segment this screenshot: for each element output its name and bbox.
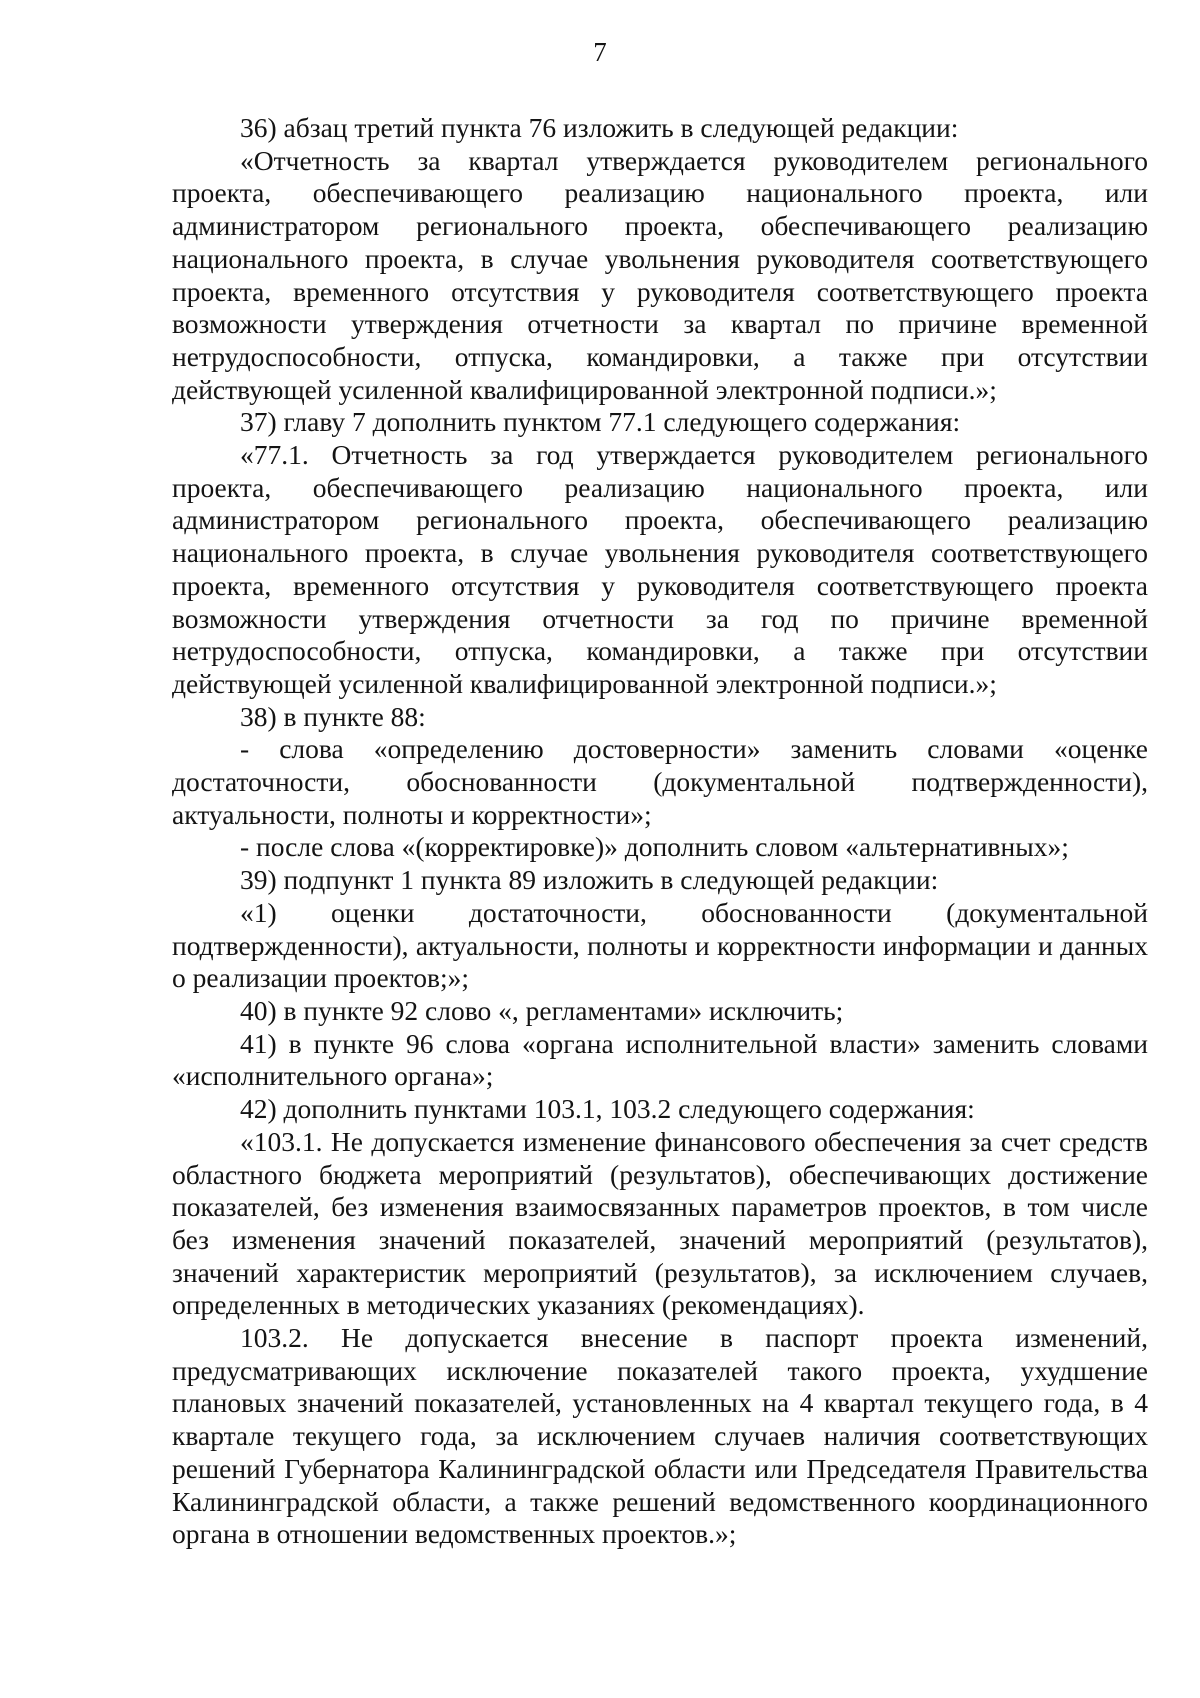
paragraph-38-item-1: - слова «определению достоверности» заменить словами «оценке достаточности, обоснованности (документальной подтвержденности), актуальности, полноты и корректности»;: [172, 733, 1148, 830]
paragraph-37: 37) главу 7 дополнить пунктом 77.1 следующего содержания:: [240, 406, 961, 438]
paragraph-36: 36) абзац третий пункта 76 изложить в следующей редакции:: [240, 112, 959, 143]
paragraph-38: 38) в пункте 88:: [240, 700, 426, 732]
paragraph-39-quote: «1) оценки достаточности, обоснованности (документальной подтвержденности), актуальности, полноты и корректности информации и данных о реализации проектов;»;: [172, 896, 1148, 994]
paragraph-103-1: «103.1. Не допускается изменение финансового обеспечения за счет средств областного бюджета мероприятий (результатов), обеспечивающих достижение показателей, без изменения взаимосвязанных параметров проектов, в том числе без изменения значений показателей, значений мероприятий (результатов), значений характеристик мероприятий (результатов), за исключением случаев, определенных в методических указаниях (рекомендациях).: [172, 1125, 1148, 1321]
paragraph-41: 41) в пункте 96 слова «органа исполнительной власти» заменить словами «исполнительного органа»;: [172, 1027, 1148, 1092]
paragraph-42: 42) дополнить пунктами 103.1, 103.2 следующего содержания:: [240, 1093, 975, 1125]
page-number: 7: [593, 37, 607, 67]
paragraph-38-item-2: - после слова «(корректировке)» дополнить словом «альтернативных»;: [240, 831, 1069, 863]
paragraph-36-quote: «Отчетность за квартал утверждается руководителем регионального проекта, обеспечивающего реализацию национального проекта, или администратором регионального проекта, обеспечивающего реализацию национального проекта, в случае увольнения руководителя соответствующего проекта, временного отсутствия у руководителя соответствующего проекта возможности утверждения отчетности за квартал по причине временной нетрудоспособности, отпуска, командировки, а также при отсутствии действующей усиленной квалифицированной электронной подписи.»;: [172, 144, 1148, 405]
paragraph-40: 40) в пункте 92 слово «, регламентами» исключить;: [240, 994, 844, 1026]
paragraph-37-quote: «77.1. Отчетность за год утверждается руководителем регионального проекта, обеспечивающего реализацию национального проекта, или администратором регионального проекта, обеспечивающего реализацию национального проекта, в случае увольнения руководителя соответствующего проекта, временного отсутствия у руководителя соответствующего проекта возможности утверждения отчетности за год по причине временной нетрудоспособности, отпуска, командировки, а также при отсутствии действующей усиленной квалифицированной электронной подписи.»;: [172, 439, 1148, 699]
document-body: [172, 112, 1148, 1551]
paragraph-39: 39) подпункт 1 пункта 89 изложить в следующей редакции:: [240, 864, 939, 896]
paragraph-103-2: 103.2. Не допускается внесение в паспорт проекта изменений, предусматривающих исключение показателей такого проекта, ухудшение плановых значений показателей, установленных на 4 квартал текущего года, в 4 квартале текущего года, за исключением случаев наличия соответствующих решений Губернатора Калининградской области или Председателя Правительства Калининградской области, а также решений ведомственного координационного органа в отношении ведомственных проектов.»;: [172, 1322, 1148, 1550]
